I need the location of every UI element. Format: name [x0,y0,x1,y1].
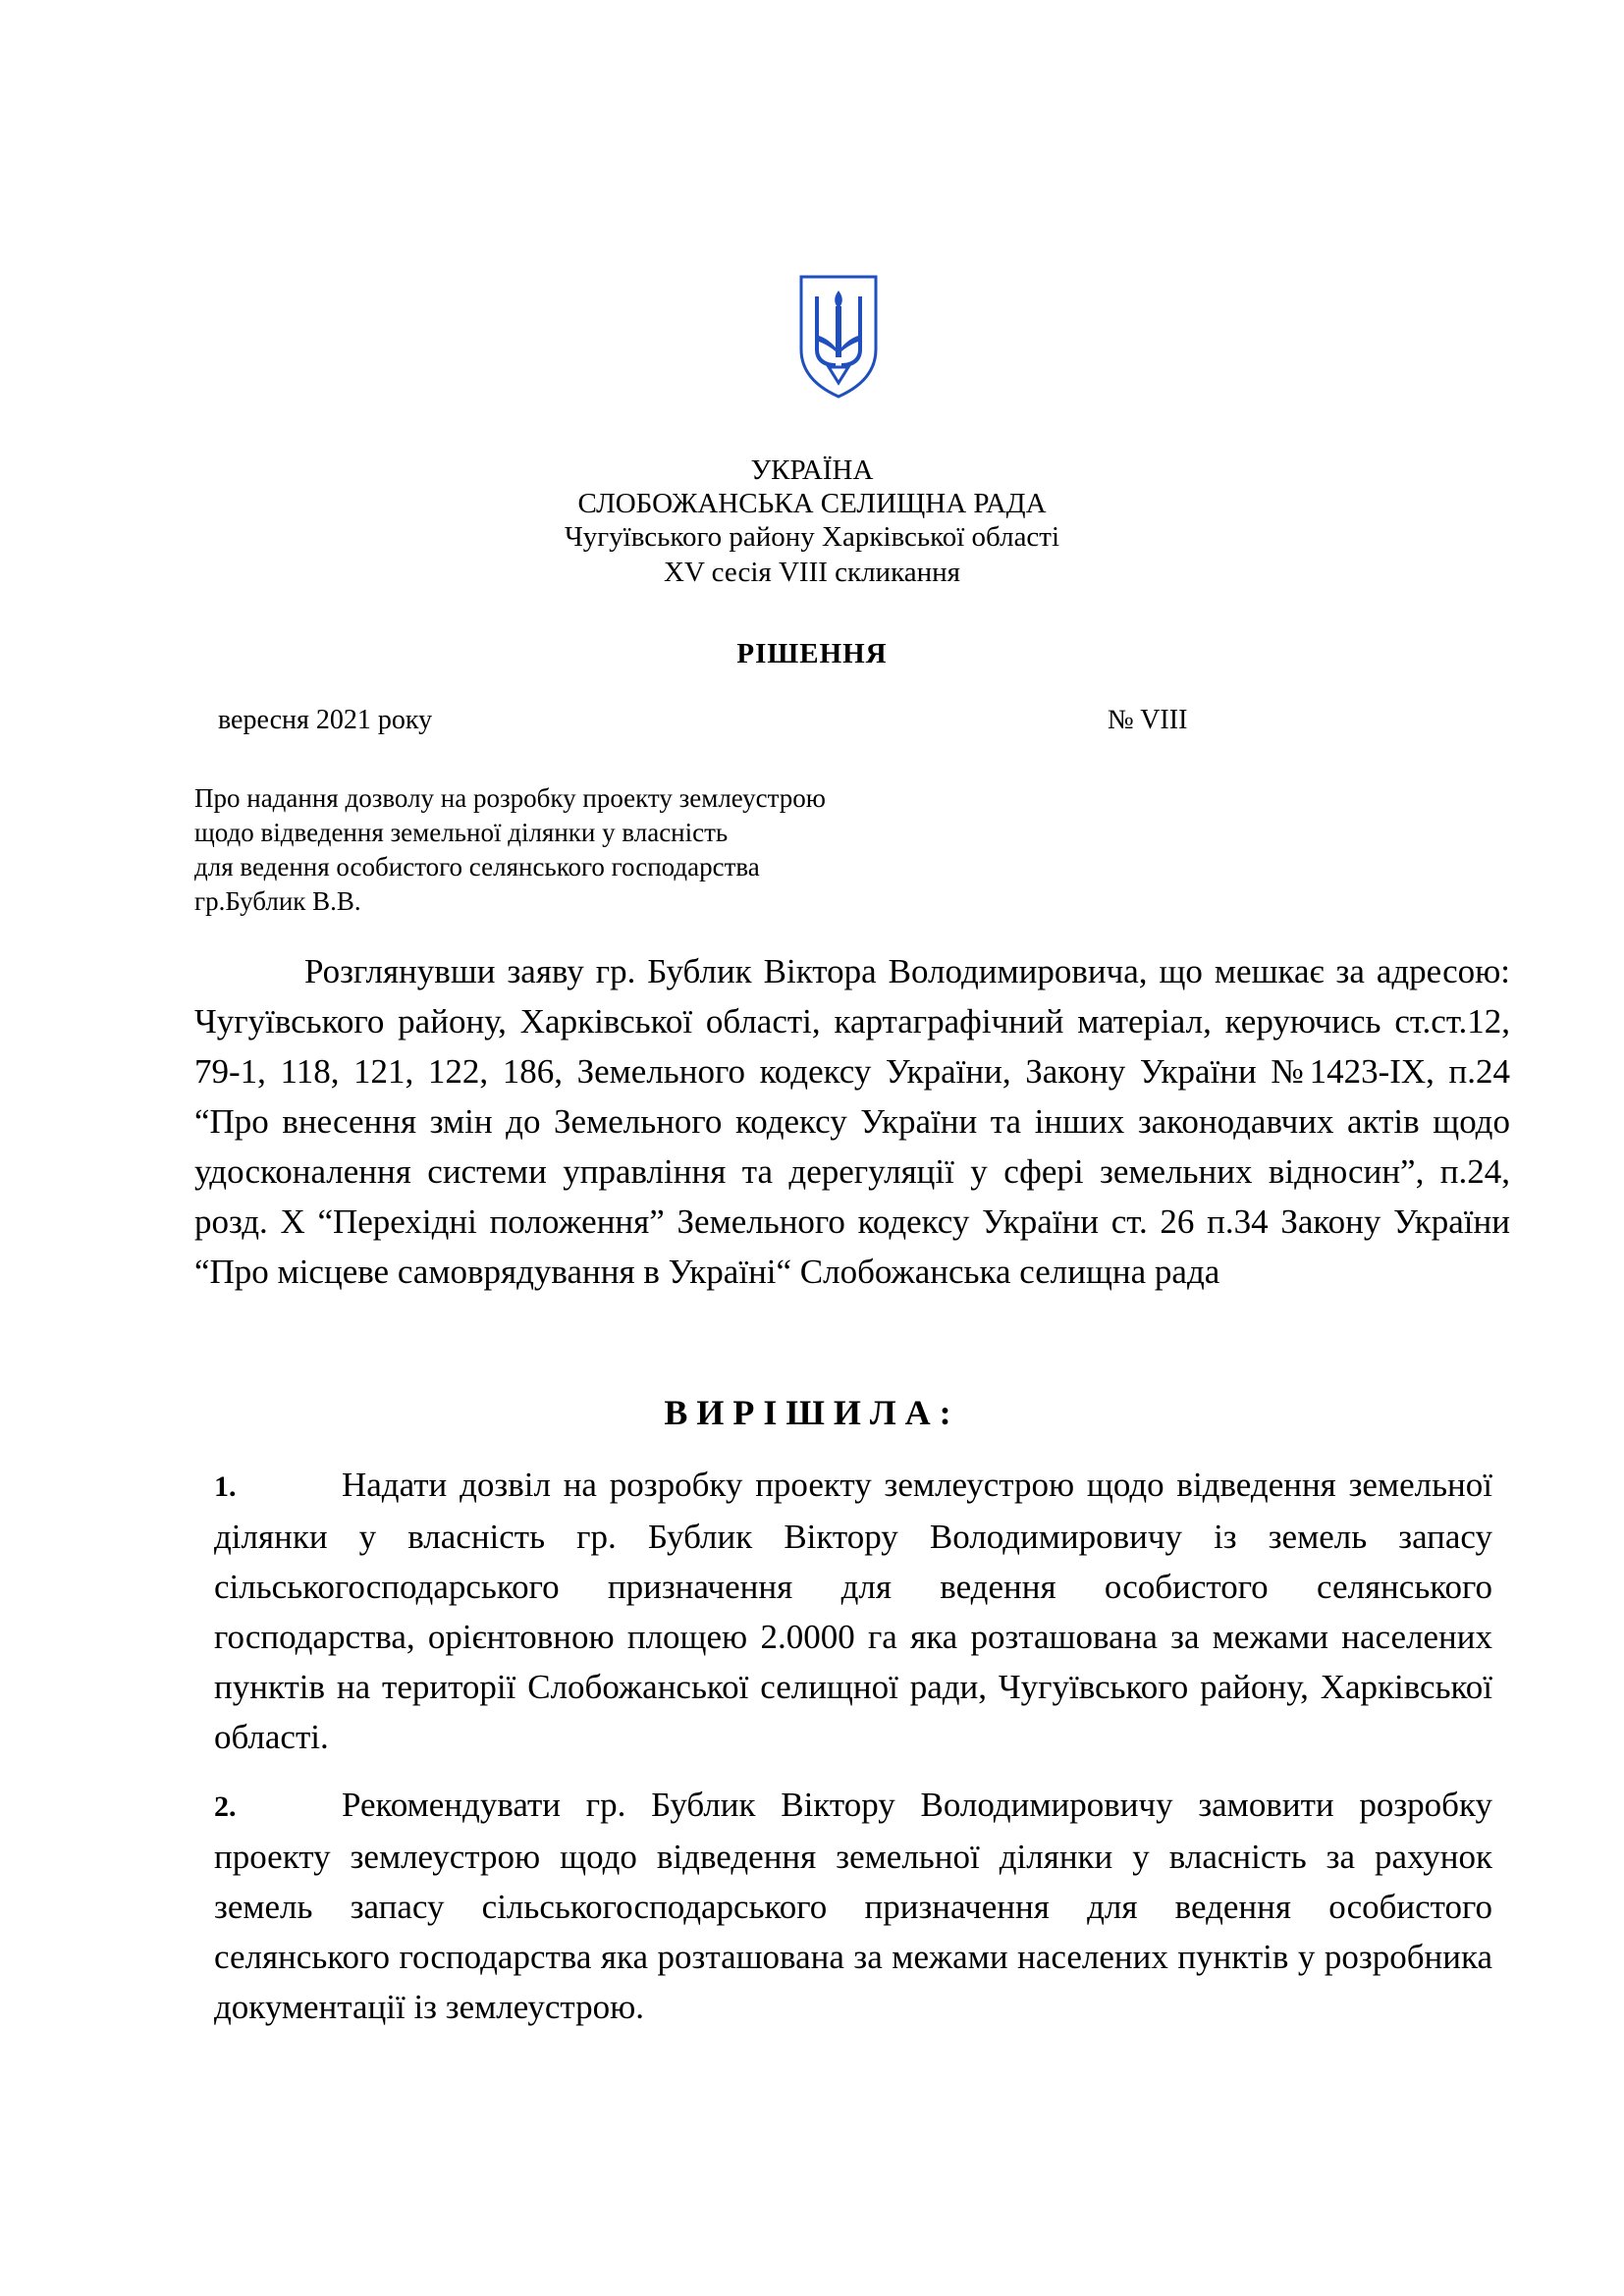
document-title: РІШЕННЯ [736,638,888,669]
subject-line: щодо відведення земельної ділянки у власність [194,818,729,847]
district-name: Чугуївського району Харківської області [564,521,1060,553]
document-date: вересня 2021 року [218,705,433,735]
council-name: СЛОБОЖАНСЬКА СЕЛИЩНА РАДА [577,488,1047,519]
decision-heading: ВИРІШИЛА: [664,1393,960,1432]
preamble-paragraph [194,946,1510,1297]
subject-line: гр.Бублик В.В. [194,886,361,916]
subject-line: Про надання дозволу на розробку проекту землеустрою [194,783,826,813]
subject-block [194,781,960,919]
item-number: 2. [214,1790,237,1823]
decision-item [214,1780,1492,2032]
preamble-text: Розглянувши заяву гр. Бублик Віктора Володимировича, що мешкає за адресою: Чугуївського району, Харківської області, картаграфічний матеріал, керуючись ст.ст.12, 79-1, 118, 121, 122, 186, Земельного кодексу України, Закону України №1423-ІХ, п.24 “Про внесення змін до Земельного кодексу України та інших законодавчих актів щодо удосконалення системи управління та дерегуляції у сфері земельних відносин”, п.24, розд. Х “Перехідні положення” Земельного кодексу України ст. 26 п.34 Закону України “Про місцеве самоврядування в Україні“ Слобожанська селищна рада [194,952,1510,1291]
item-text: Надати дозвіл на розробку проекту землеустрою щодо відведення земельної ділянки у власність гр. Бублик Віктору Володимировичу із земель запасу сільськогосподарського призначення для ведення особистого селянського господарства, орієнтовною площею 2.0000 га яка розташована за межами населених пунктів на території Слобожанської селищної ради, Чугуївського району, Харківської області. [214,1466,1492,1756]
item-number: 1. [214,1470,237,1503]
country-name: УКРАЇНА [750,454,874,486]
decision-item [214,1460,1492,1762]
item-text: Рекомендувати гр. Бублик Віктору Володимировичу замовити розробку проекту землеустрою щодо відведення земельної ділянки у власність за рахунок земель запасу сільськогосподарського призначення для ведення особистого селянського господарства яка розташована за межами населених пунктів у розробника документації із землеустрою. [214,1786,1492,2026]
coat-of-arms-trident-icon [795,273,882,400]
session-info: XV сесія VIII скликання [664,557,960,588]
document-number: № VIII [1108,705,1188,735]
subject-line: для ведення особистого селянського господарства [194,852,760,881]
